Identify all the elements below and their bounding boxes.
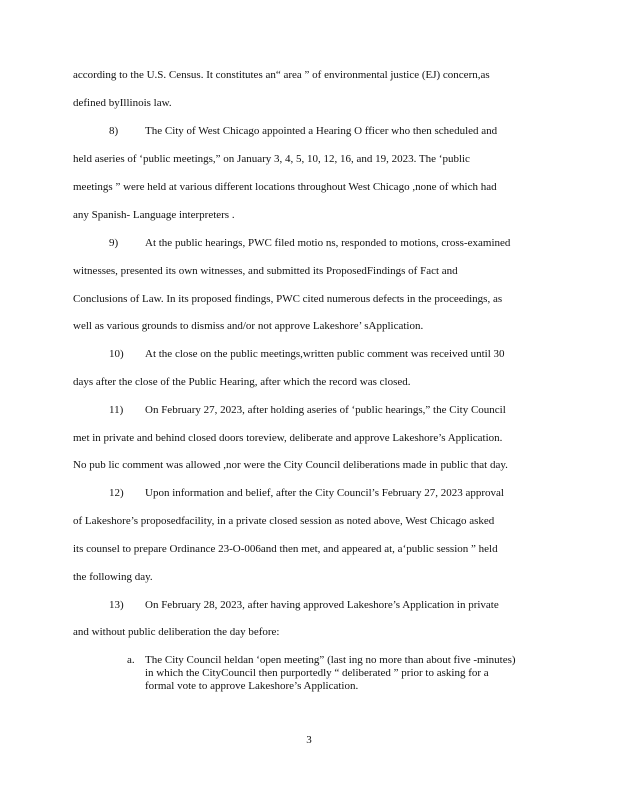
paragraph-12-line-1: Upon information and belief, after the City Council’s February 27, 2023 approval <box>145 487 504 499</box>
paragraph-8-line-4: any Spanish- Language interpreters . <box>73 209 235 221</box>
paragraph-13-line-1: On February 28, 2023, after having approved Lakeshore’s Application in private <box>145 599 499 611</box>
subitem-a-line-2: in which the CityCouncil then purportedly “ deliberated ” prior to asking for a <box>145 667 489 679</box>
paragraph-number-13: 13) <box>109 599 124 611</box>
paragraph-8-line-1: The City of West Chicago appointed a Hearing O fficer who then scheduled and <box>145 125 498 137</box>
paragraph-8-line-3: meetings ” were held at various different locations throughout West Chicago ,none of which had <box>73 181 497 193</box>
page-number: 3 <box>306 734 312 746</box>
paragraph-9-line-2: witnesses, presented its own witnesses, and submitted its ProposedFindings of Fact and <box>73 265 458 277</box>
paragraph-9-line-3: Conclusions of Law. In its proposed findings, PWC cited numerous defects in the proceedings, as <box>73 293 503 305</box>
paragraph-12-line-3: its counsel to prepare Ordinance 23-O-006and then met, and appeared at, a‘public session ” held <box>73 543 498 555</box>
subitem-marker-a: a. <box>127 654 135 666</box>
paragraph-number-9: 9) <box>109 237 119 249</box>
paragraph-number-8: 8) <box>109 125 119 137</box>
paragraph-12-line-4: the following day. <box>73 571 153 583</box>
paragraph-9-line-1: At the public hearings, PWC filed motio ns, responded to motions, cross-examined <box>145 237 511 249</box>
paragraph-10-line-1: At the close on the public meetings,written public comment was received until 30 <box>145 348 505 360</box>
paragraph-9-line-4: well as various grounds to dismiss and/or not approve Lakeshore’ sApplication. <box>73 320 424 332</box>
subitem-a-line-3: formal vote to approve Lakeshore’s Application. <box>145 680 359 692</box>
paragraph-8-line-2: held aseries of ‘public meetings,” on January 3, 4, 5, 10, 12, 16, and 19, 2023. The ‘public <box>73 153 470 165</box>
subitem-a-line-1: The City Council heldan ‘open meeting” (last ing no more than about five -minutes) <box>145 654 516 666</box>
intro-line-2: defined byIllinois law. <box>73 97 172 109</box>
intro-line-1: according to the U.S. Census. It constitutes an“ area ” of environmental justice (EJ) concern,as <box>73 69 490 81</box>
paragraph-11-line-2: met in private and behind closed doors toreview, deliberate and approve Lakeshore’s Application. <box>73 432 503 444</box>
paragraph-11-line-3: No pub lic comment was allowed ,nor were the City Council deliberations made in public that day. <box>73 459 508 471</box>
paragraph-10-line-2: days after the close of the Public Hearing, after which the record was closed. <box>73 376 411 388</box>
paragraph-number-11: 11) <box>109 404 124 416</box>
paragraph-11-line-1: On February 27, 2023, after holding aseries of ‘public hearings,” the City Council <box>145 404 506 416</box>
paragraph-number-10: 10) <box>109 348 124 360</box>
paragraph-number-12: 12) <box>109 487 124 499</box>
paragraph-12-line-2: of Lakeshore’s proposedfacility, in a private closed session as noted above, West Chicago asked <box>73 515 495 527</box>
paragraph-13-line-2: and without public deliberation the day before: <box>73 626 280 638</box>
